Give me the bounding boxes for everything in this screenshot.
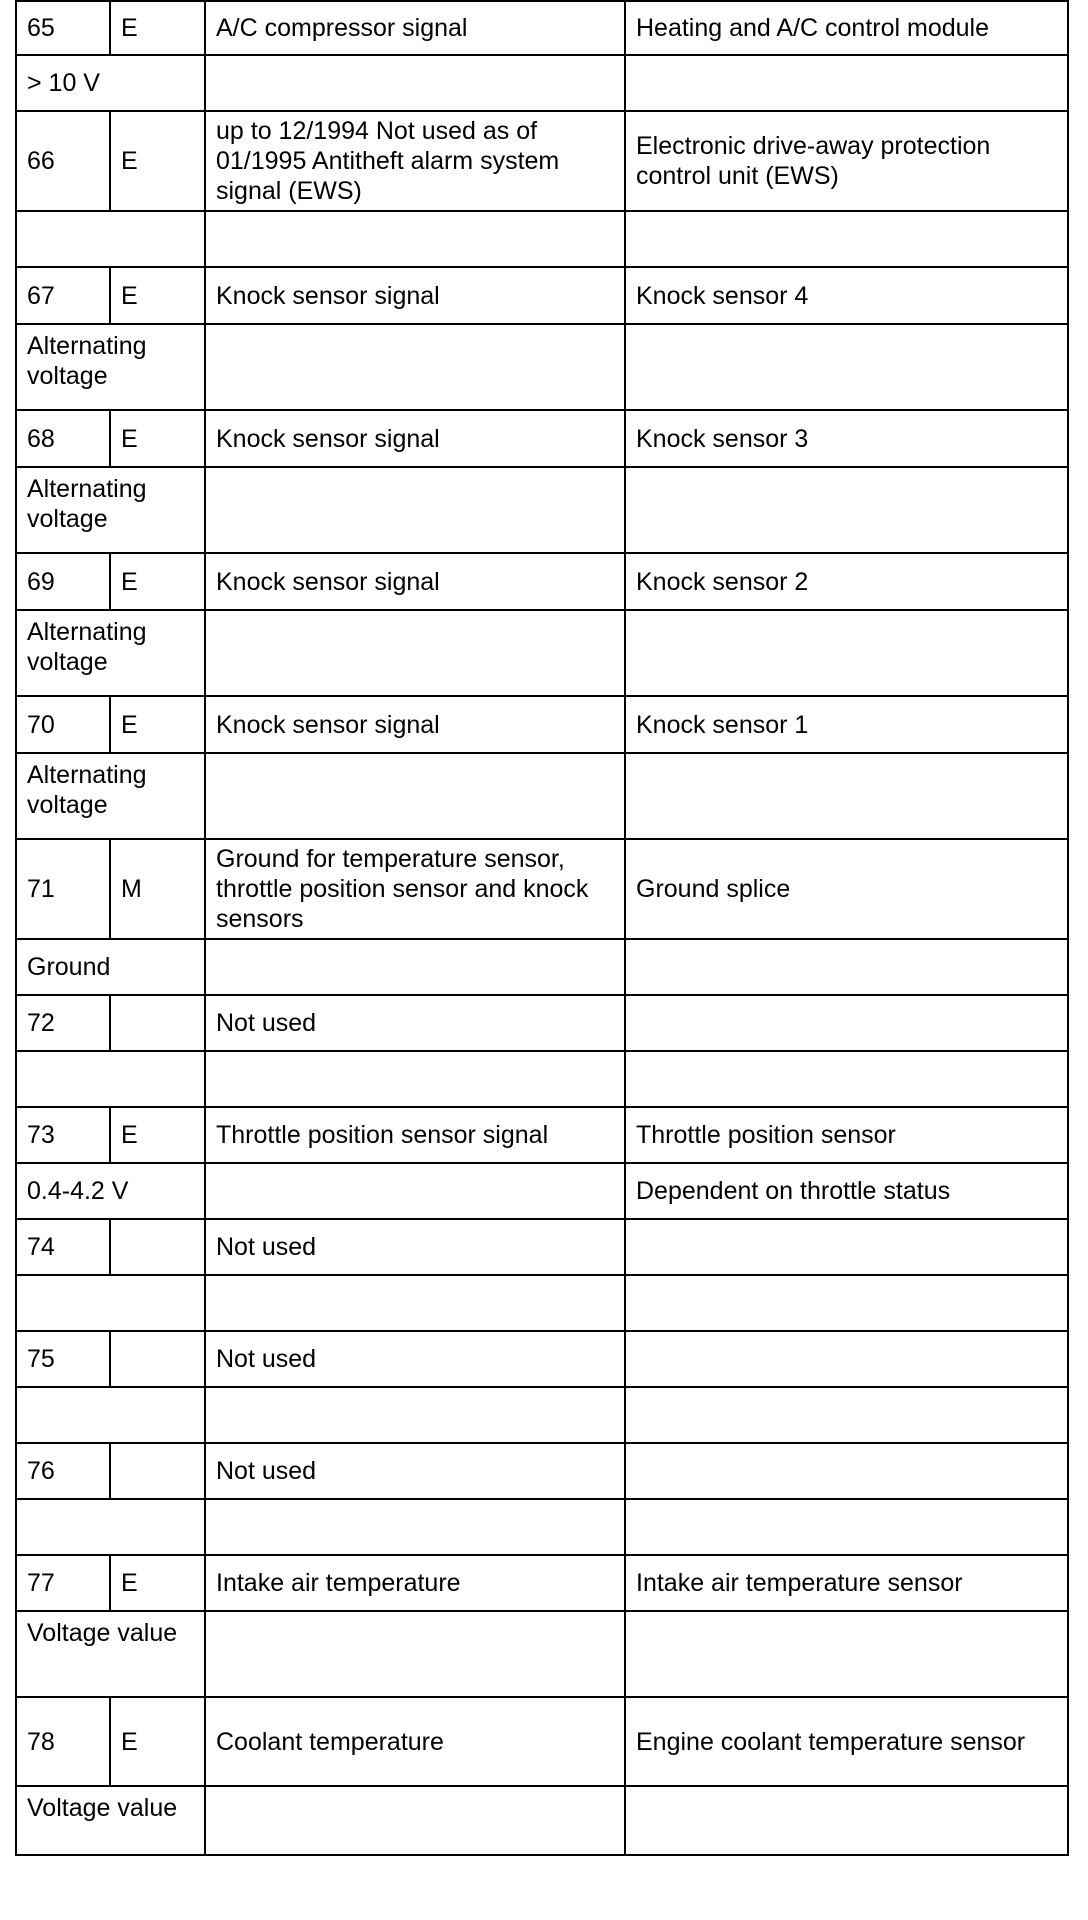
connected-component: Electronic drive-away protection control unit (EWS): [625, 111, 1068, 211]
detail-empty-cell: [205, 1051, 625, 1107]
signal-type: E: [110, 553, 205, 610]
pin-detail-row: [16, 324, 1068, 410]
pin-table-body: [16, 1, 1068, 1855]
nominal-value: Voltage value: [16, 1786, 205, 1855]
signal-type: [110, 1219, 205, 1275]
value-condition-note: [625, 324, 1068, 410]
signal-description: Not used: [205, 1443, 625, 1499]
detail-empty-cell: [205, 467, 625, 553]
pin-detail-row: [16, 211, 1068, 267]
signal-type: E: [110, 696, 205, 753]
detail-empty-cell: [205, 1275, 625, 1331]
pin-detail-row: [16, 1499, 1068, 1555]
value-condition-note: [625, 467, 1068, 553]
detail-empty-cell: [205, 939, 625, 995]
connected-component: Throttle position sensor: [625, 1107, 1068, 1163]
pin-row: [16, 995, 1068, 1051]
value-condition-note: [625, 610, 1068, 696]
signal-type: E: [110, 1, 205, 55]
nominal-value: [16, 211, 205, 267]
pin-number: 72: [16, 995, 110, 1051]
pin-detail-row: [16, 1051, 1068, 1107]
pin-number: 71: [16, 839, 110, 939]
signal-description: Ground for temperature sensor, throttle position sensor and knock sensors: [205, 839, 625, 939]
connected-component: Knock sensor 4: [625, 267, 1068, 324]
pin-number: 75: [16, 1331, 110, 1387]
pin-row: [16, 410, 1068, 467]
pin-row: [16, 111, 1068, 211]
pin-detail-row: [16, 1611, 1068, 1697]
connected-component: Knock sensor 3: [625, 410, 1068, 467]
pin-row: [16, 1219, 1068, 1275]
pin-number: 70: [16, 696, 110, 753]
signal-type: E: [110, 1697, 205, 1786]
signal-type: E: [110, 267, 205, 324]
detail-empty-cell: [205, 324, 625, 410]
nominal-value: 0.4-4.2 V: [16, 1163, 205, 1219]
value-condition-note: Dependent on throttle status: [625, 1163, 1068, 1219]
signal-description: A/C compressor signal: [205, 1, 625, 55]
detail-empty-cell: [205, 55, 625, 111]
nominal-value: Voltage value: [16, 1611, 205, 1697]
connected-component: Intake air temperature sensor: [625, 1555, 1068, 1611]
value-condition-note: [625, 1275, 1068, 1331]
nominal-value: [16, 1387, 205, 1443]
signal-type: E: [110, 1555, 205, 1611]
value-condition-note: [625, 753, 1068, 839]
signal-type: E: [110, 410, 205, 467]
signal-type: M: [110, 839, 205, 939]
signal-description: up to 12/1994 Not used as of 01/1995 Antitheft alarm system signal (EWS): [205, 111, 625, 211]
pin-assignment-table: [15, 0, 1069, 1856]
nominal-value: [16, 1275, 205, 1331]
pin-row: [16, 1555, 1068, 1611]
signal-type: [110, 1331, 205, 1387]
connected-component: [625, 1219, 1068, 1275]
signal-type: E: [110, 111, 205, 211]
value-condition-note: [625, 1611, 1068, 1697]
pin-row: [16, 1443, 1068, 1499]
detail-empty-cell: [205, 1611, 625, 1697]
signal-description: Knock sensor signal: [205, 410, 625, 467]
pin-number: 65: [16, 1, 110, 55]
signal-description: Knock sensor signal: [205, 267, 625, 324]
detail-empty-cell: [205, 610, 625, 696]
nominal-value: Ground: [16, 939, 205, 995]
pin-detail-row: [16, 1387, 1068, 1443]
nominal-value: Alternating voltage: [16, 753, 205, 839]
connected-component: Ground splice: [625, 839, 1068, 939]
pin-detail-row: [16, 1275, 1068, 1331]
pin-detail-row: [16, 939, 1068, 995]
value-condition-note: [625, 1499, 1068, 1555]
signal-description: Knock sensor signal: [205, 553, 625, 610]
signal-description: Not used: [205, 1219, 625, 1275]
pin-number: 74: [16, 1219, 110, 1275]
nominal-value: Alternating voltage: [16, 324, 205, 410]
pin-number: 66: [16, 111, 110, 211]
connected-component: Heating and A/C control module: [625, 1, 1068, 55]
pin-row: [16, 1697, 1068, 1786]
signal-description: Intake air temperature: [205, 1555, 625, 1611]
detail-empty-cell: [205, 1387, 625, 1443]
pin-row: [16, 1331, 1068, 1387]
connected-component: [625, 995, 1068, 1051]
pin-detail-row: [16, 55, 1068, 111]
signal-type: [110, 995, 205, 1051]
detail-empty-cell: [205, 1499, 625, 1555]
nominal-value: [16, 1499, 205, 1555]
signal-description: Not used: [205, 995, 625, 1051]
connected-component: Knock sensor 1: [625, 696, 1068, 753]
detail-empty-cell: [205, 1163, 625, 1219]
pin-detail-row: [16, 1163, 1068, 1219]
connected-component: [625, 1331, 1068, 1387]
value-condition-note: [625, 55, 1068, 111]
pin-detail-row: [16, 610, 1068, 696]
pin-row: [16, 267, 1068, 324]
pin-row: [16, 1, 1068, 55]
pin-number: 67: [16, 267, 110, 324]
connected-component: Engine coolant temperature sensor: [625, 1697, 1068, 1786]
value-condition-note: [625, 211, 1068, 267]
pin-row: [16, 1107, 1068, 1163]
pin-number: 76: [16, 1443, 110, 1499]
pin-row: [16, 696, 1068, 753]
signal-type: [110, 1443, 205, 1499]
signal-description: Coolant temperature: [205, 1697, 625, 1786]
connected-component: Knock sensor 2: [625, 553, 1068, 610]
pin-number: 78: [16, 1697, 110, 1786]
pin-detail-row: [16, 1786, 1068, 1855]
signal-description: Not used: [205, 1331, 625, 1387]
detail-empty-cell: [205, 1786, 625, 1855]
pin-detail-row: [16, 753, 1068, 839]
pin-number: 69: [16, 553, 110, 610]
pin-row: [16, 839, 1068, 939]
nominal-value: [16, 1051, 205, 1107]
pin-number: 77: [16, 1555, 110, 1611]
pin-assignment-document: [15, 0, 1067, 1856]
signal-description: Throttle position sensor signal: [205, 1107, 625, 1163]
detail-empty-cell: [205, 211, 625, 267]
value-condition-note: [625, 1387, 1068, 1443]
pin-row: [16, 553, 1068, 610]
nominal-value: Alternating voltage: [16, 610, 205, 696]
value-condition-note: [625, 1051, 1068, 1107]
signal-type: E: [110, 1107, 205, 1163]
nominal-value: > 10 V: [16, 55, 205, 111]
value-condition-note: [625, 939, 1068, 995]
pin-number: 73: [16, 1107, 110, 1163]
pin-number: 68: [16, 410, 110, 467]
value-condition-note: [625, 1786, 1068, 1855]
detail-empty-cell: [205, 753, 625, 839]
connected-component: [625, 1443, 1068, 1499]
signal-description: Knock sensor signal: [205, 696, 625, 753]
pin-detail-row: [16, 467, 1068, 553]
nominal-value: Alternating voltage: [16, 467, 205, 553]
